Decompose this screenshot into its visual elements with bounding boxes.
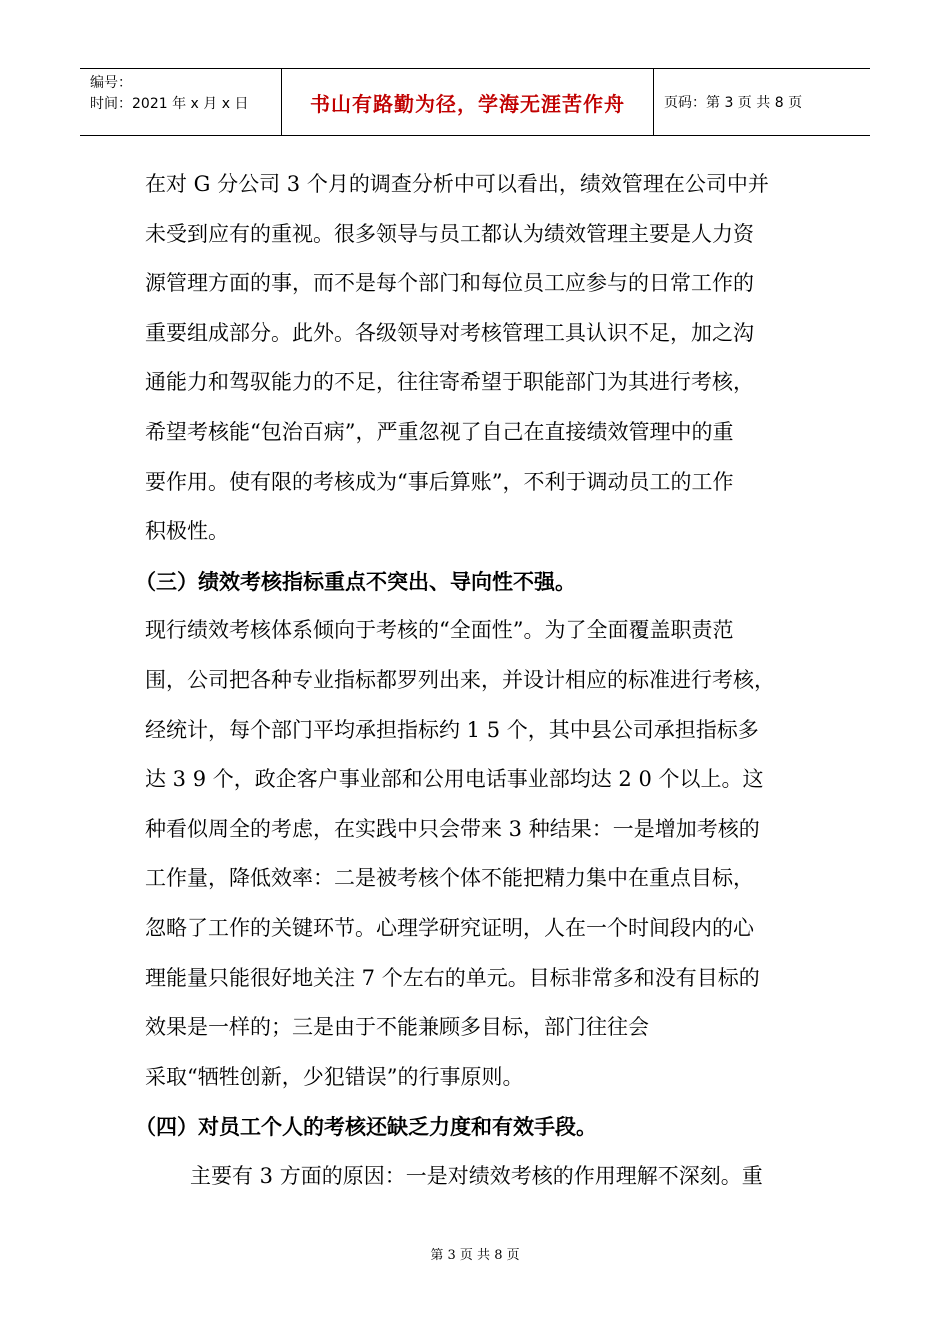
paragraph-line: 现行绩效考核体系倾向于考核的“全面性”。为了全面覆盖职责范 <box>145 618 734 643</box>
paragraph-line: 源管理方面的事，而不是每个部门和每位员工应参与的日常工作的 <box>145 271 754 296</box>
paragraph-line: 在对 G 分公司 3 个月的调查分析中可以看出，绩效管理在公司中并 <box>145 172 769 196</box>
page-footer: 第 3 页 共 8 页 <box>430 1248 520 1263</box>
document-number: 编号： <box>90 75 132 91</box>
page-header <box>80 68 870 136</box>
section-heading: （三）绩效考核指标重点不突出、导向性不强。 <box>135 568 576 594</box>
section-heading: （四）对员工个人的考核还缺乏力度和有效手段。 <box>135 1114 597 1140</box>
paragraph-line: 种看似周全的考虑，在实践中只会带来 3 种结果：一是增加考核的 <box>145 816 760 841</box>
header-motto: 书山有路勤为径，学海无涯苦作舟 <box>281 69 654 135</box>
paragraph-line: 经统计，每个部门平均承担指标约 1 5 个，其中县公司承担指标多 <box>145 717 759 742</box>
paragraph-line: 效果是一样的；三是由于不能兼顾多目标，部门往往会 <box>145 1015 649 1040</box>
paragraph-line: 主要有 3 方面的原因：一是对绩效考核的作用理解不深刻。重 <box>190 1163 763 1188</box>
document-body <box>135 160 815 1201</box>
header-page-info: 页码：第 3 页 共 8 页 <box>664 95 803 111</box>
paragraph-line: 积极性。 <box>145 519 229 544</box>
paragraph-line: 采取“牺牲创新，少犯错误”的行事原则。 <box>145 1064 524 1089</box>
paragraph-line: 通能力和驾驭能力的不足，往往寄希望于职能部门为其进行考核， <box>145 370 754 395</box>
paragraph-line: 围，公司把各种专业指标都罗列出来，并设计相应的标准进行考核， <box>145 667 775 692</box>
paragraph-line: 达 3 9 个，政企客户事业部和公用电话事业部均达 2 0 个以上。这 <box>145 767 764 792</box>
paragraph-line: 理能量只能很好地关注 7 个左右的单元。目标非常多和没有目标的 <box>145 965 760 990</box>
header-meta <box>80 69 281 135</box>
paragraph-line: 重要组成部分。此外。各级领导对考核管理工具认识不足，加之沟 <box>145 320 754 345</box>
paragraph-line: 工作量，降低效率：二是被考核个体不能把精力集中在重点目标， <box>145 866 754 891</box>
document-date: 时间：2021 年 x 月 x 日 <box>90 96 249 112</box>
paragraph-line: 未受到应有的重视。很多领导与员工都认为绩效管理主要是人力资 <box>145 221 754 246</box>
paragraph-line: 希望考核能“包治百病”，严重忽视了自己在直接绩效管理中的重 <box>145 419 734 444</box>
paragraph-line: 要作用。使有限的考核成为“事后算账”，不利于调动员工的工作 <box>145 469 734 494</box>
paragraph-line: 忽略了工作的关键环节。心理学研究证明，人在一个时间段内的心 <box>145 915 754 940</box>
